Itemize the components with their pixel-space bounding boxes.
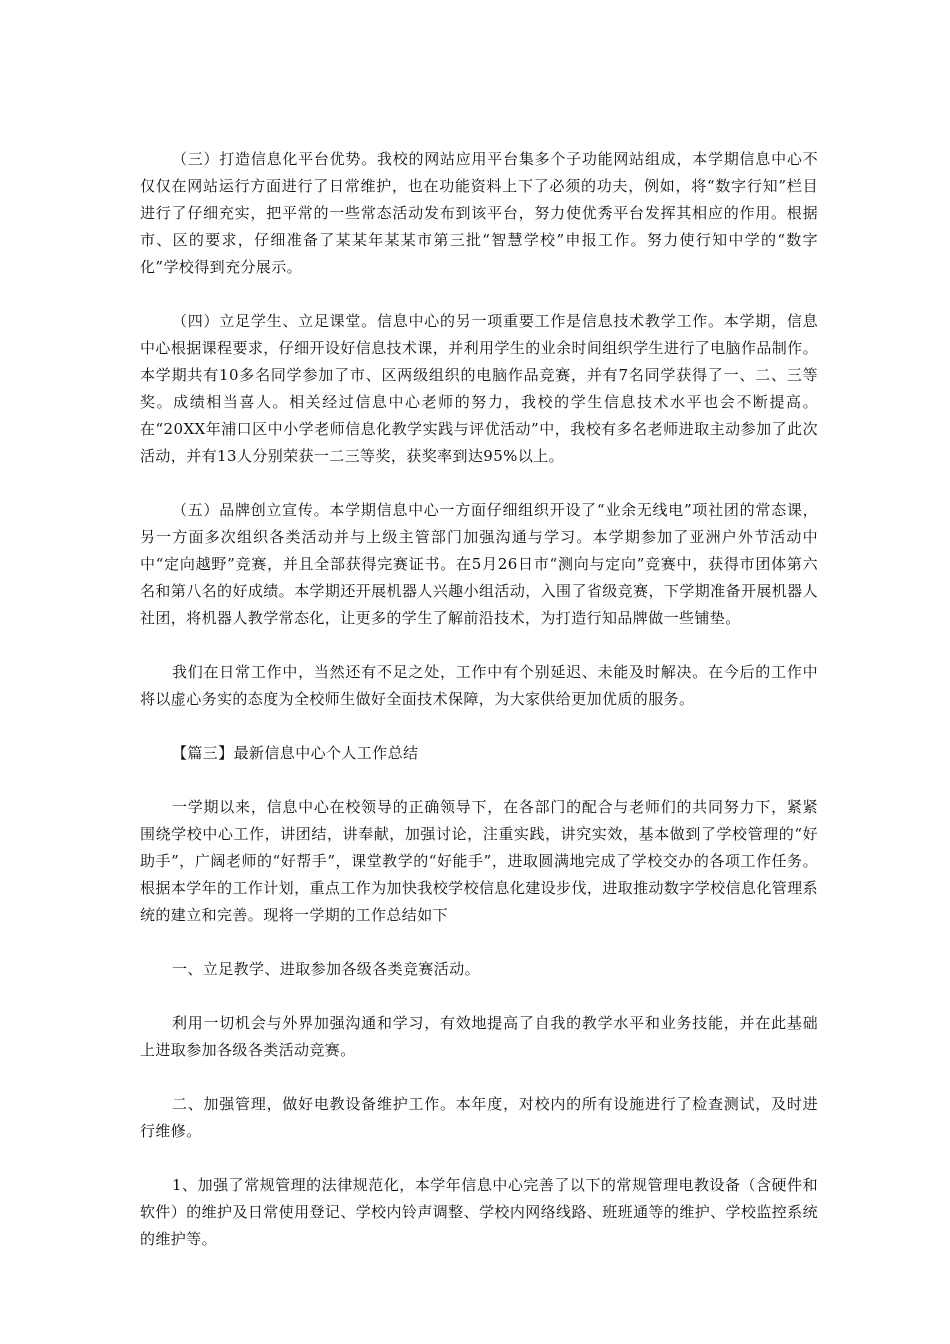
paragraph-routine-management: 1、加强了常规管理的法律规范化，本学年信息中心完善了以下的常规管理电教设备（含硬件和软件）的维护及日常使用登记、学校内铃声调整、学校内网络线路、班班通等的维护、学校监控系统的维护等。	[140, 1176, 818, 1248]
paragraph-students-classroom: （四）立足学生、立足课堂。信息中心的另一项重要工作是信息技术教学工作。本学期，信息中心根据课程要求，仔细开设好信息技术课，并利用学生的业余时间组织学生进行了电脑作品制作。本学期共有10多名同学参加了市、区两级组织的电脑作品竞赛，并有7名同学获得了一、二、三等奖。成绩相当喜人。相关经过信息中心老师的努力，我校的学生信息技术水平也会不断提高。在“20XX年浦口区中小学老师信息化教学实践与评优活动”中，我校有多名老师进取主动参加了此次活动，并有13人分别荣获一二三等奖，获奖率到达95%以上。	[140, 312, 818, 465]
section-heading-part-three: 【篇三】最新信息中心个人工作总结	[172, 744, 419, 762]
paragraph-shortcomings: 我们在日常工作中，当然还有不足之处，工作中有个别延迟、未能及时解决。在今后的工作中将以虚心务实的态度为全校师生做好全面技术保障，为大家供给更加优质的服务。	[140, 663, 818, 708]
heading-equipment-maintenance: 二、加强管理，做好电教设备维护工作。本年度，对校内的所有设施进行了检查测试，及时进行维修。	[140, 1095, 818, 1140]
paragraph-communication-learning: 利用一切机会与外界加强沟通和学习，有效地提高了自我的教学水平和业务技能，并在此基础上进取参加各级各类活动竞赛。	[140, 1014, 818, 1059]
heading-teaching-competitions: 一、立足教学、进取参加各级各类竞赛活动。	[172, 960, 481, 978]
paragraph-platform-advantage: （三）打造信息化平台优势。我校的网站应用平台集多个子功能网站组成，本学期信息中心不仅仅在网站运行方面进行了日常维护，也在功能资料上下了必须的功夫，例如，将“数字行知”栏目进行了仔细充实，把平常的一些常态活动发布到该平台，努力使优秀平台发挥其相应的作用。根据市、区的要求，仔细准备了某某年某某市第三批“智慧学校”申报工作。努力使行知中学的“数字化”学校得到充分展示。	[140, 150, 818, 276]
paragraph-brand-promotion: （五）品牌创立宣传。本学期信息中心一方面仔细组织开设了“业余无线电”项社团的常态课，另一方面多次组织各类活动并与上级主管部门加强沟通与学习。本学期参加了亚洲户外节活动中中“定向越野”竞赛，并且全部获得完赛证书。在5月26日市“测向与定向”竞赛中，获得市团体第六名和第八名的好成绩。本学期还开展机器人兴趣小组活动，入围了省级竞赛，下学期准备开展机器人社团，将机器人教学常态化，让更多的学生了解前沿技术，为打造行知品牌做一些铺垫。	[140, 501, 818, 627]
paragraph-semester-overview: 一学期以来，信息中心在校领导的正确领导下，在各部门的配合与老师们的共同努力下，紧紧围绕学校中心工作，讲团结，讲奉献，加强讨论，注重实践，讲究实效，基本做到了学校管理的“好助手”，广阔老师的“好帮手”，课堂教学的“好能手”，进取圆满地完成了学校交办的各项工作任务。根据本学年的工作计划，重点工作为加快我校学校信息化建设步伐，进取推动数字学校信息化管理系统的建立和完善。现将一学期的工作总结如下	[140, 798, 818, 924]
